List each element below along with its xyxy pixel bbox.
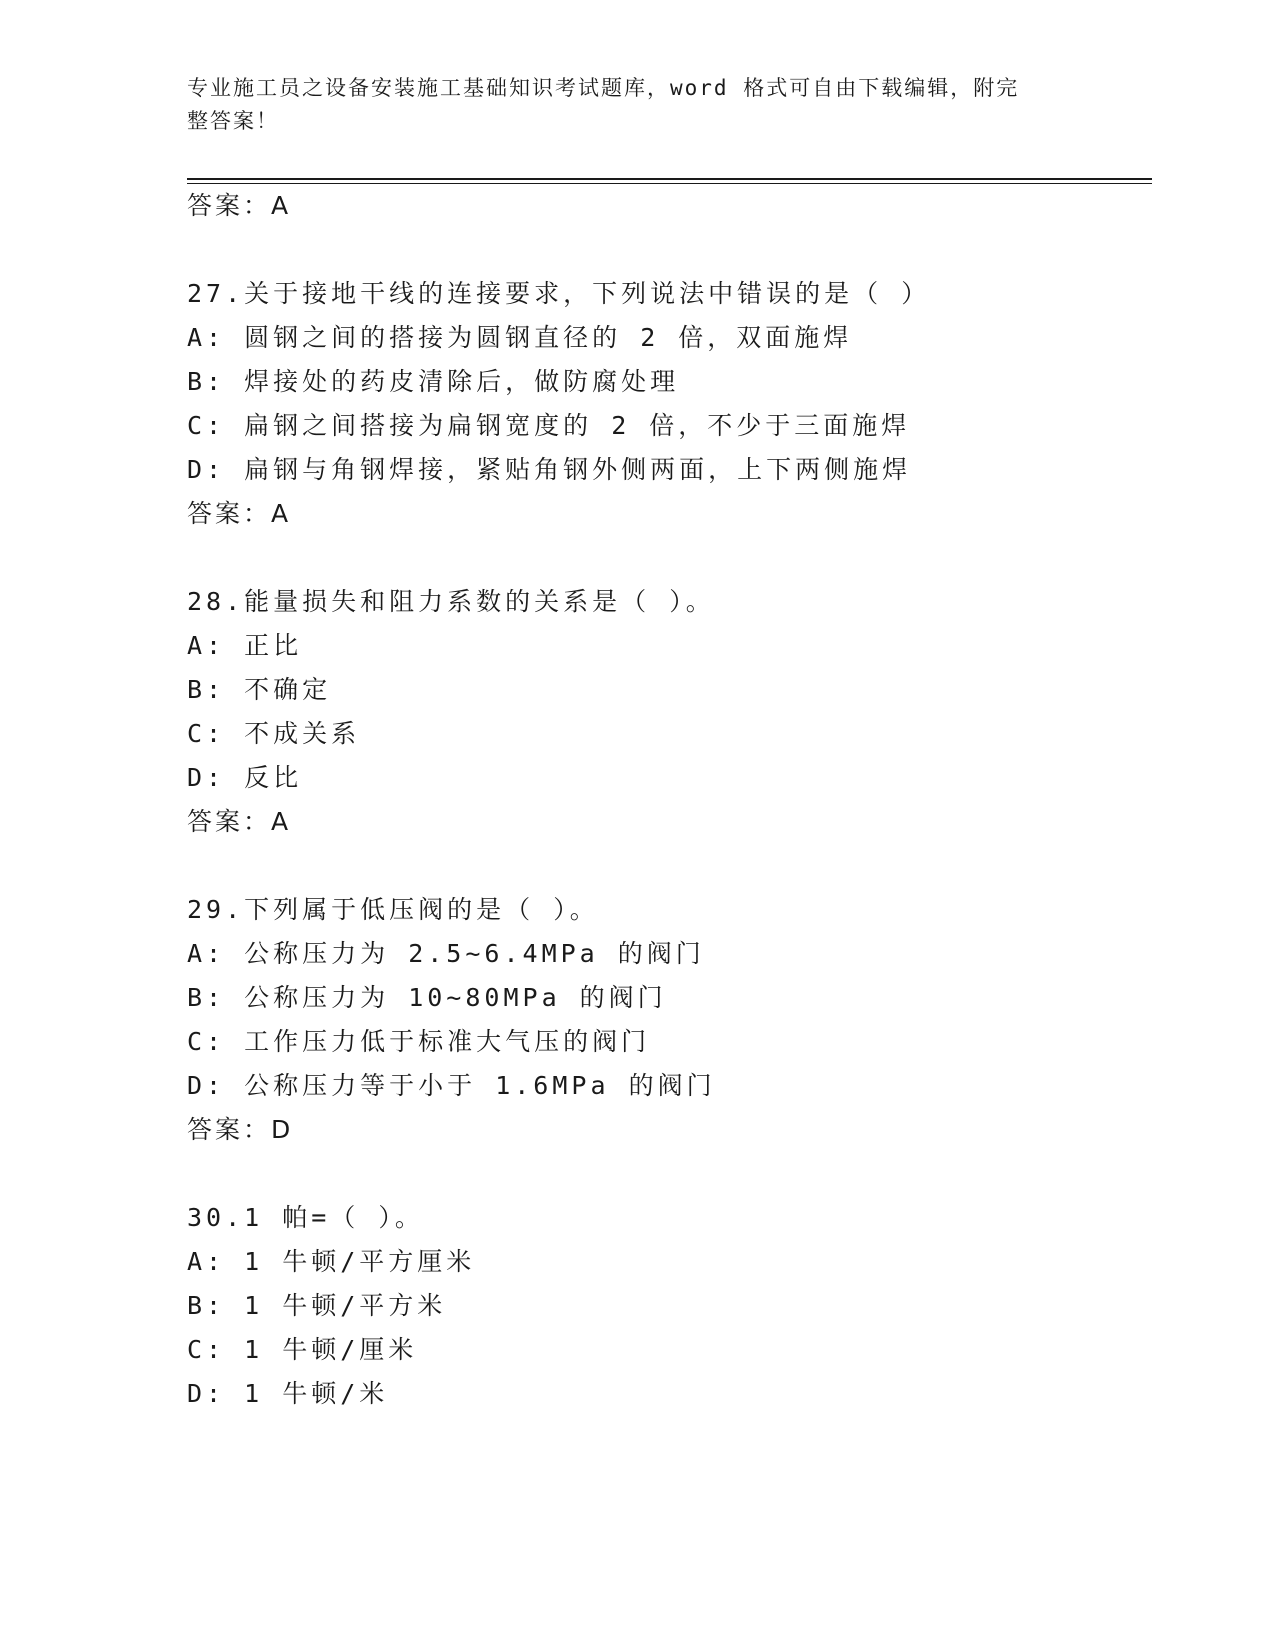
option-27-d: D: 扁钢与角钢焊接，紧贴角钢外侧两面，上下两侧施焊 [187, 455, 912, 484]
option-28-b: B: 不确定 [187, 675, 332, 704]
option-29-d: D: 公称压力等于小于 1.6MPa 的阀门 [187, 1071, 716, 1100]
header-line-1: 专业施工员之设备安装施工基础知识考试题库，word 格式可自由下载编辑，附完 [187, 76, 1020, 100]
header-line-2: 整答案！ [187, 109, 279, 133]
option-29-a: A: 公称压力为 2.5~6.4MPa 的阀门 [187, 939, 705, 968]
header-divider-thin [187, 183, 1152, 184]
option-30-a: A: 1 牛顿/平方厘米 [187, 1247, 476, 1276]
option-28-c: C: 不成关系 [187, 719, 361, 748]
answer-26: 答案：A [187, 191, 292, 220]
header-divider [187, 178, 1152, 180]
question-29: 29.下列属于低压阀的是（ ）。 [187, 895, 599, 924]
option-28-a: A: 正比 [187, 631, 303, 660]
answer-28: 答案：A [187, 807, 292, 836]
option-27-a: A: 圆钢之间的搭接为圆钢直径的 2 倍，双面施焊 [187, 323, 853, 352]
option-29-b: B: 公称压力为 10~80MPa 的阀门 [187, 983, 667, 1012]
document-header [187, 72, 1067, 138]
question-27: 27.关于接地干线的连接要求，下列说法中错误的是（ ） [187, 279, 931, 308]
option-27-b: B: 焊接处的药皮清除后，做防腐处理 [187, 367, 680, 396]
option-30-b: B: 1 牛顿/平方米 [187, 1291, 447, 1320]
option-30-d: D: 1 牛顿/米 [187, 1379, 389, 1408]
answer-27: 答案：A [187, 499, 292, 528]
question-28: 28.能量损失和阻力系数的关系是（ ）。 [187, 587, 715, 616]
option-27-c: C: 扁钢之间搭接为扁钢宽度的 2 倍，不少于三面施焊 [187, 411, 911, 440]
answer-29: 答案：D [187, 1115, 294, 1144]
option-28-d: D: 反比 [187, 763, 303, 792]
option-29-c: C: 工作压力低于标准大气压的阀门 [187, 1027, 651, 1056]
question-30: 30.1 帕=（ ）。 [187, 1203, 424, 1232]
option-30-c: C: 1 牛顿/厘米 [187, 1335, 418, 1364]
